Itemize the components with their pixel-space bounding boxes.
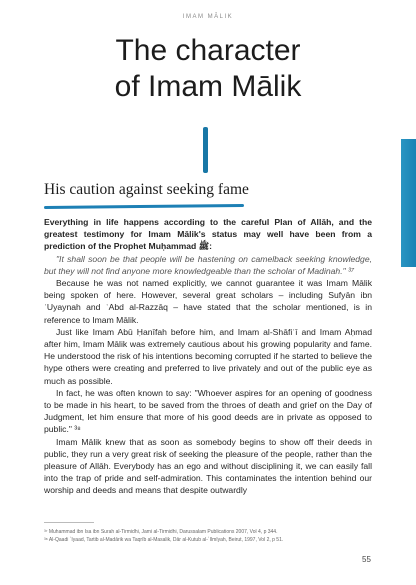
page-edge-tab-marker — [401, 139, 416, 267]
paragraph-2: Just like Imam Abū Ḥanīfah before him, and Imam al-Shāfiʿī and Imam Aḥmad after him, Imam Mālik was extremely cautious about his growing popularity and fame. He understood the risk of his intentions becoming corrupted if he started to believe the hype others were creating and preferred to live privately and out of the public eye as much as possible. — [44, 326, 372, 386]
body-text — [44, 216, 372, 497]
paragraph-4: Imam Mālik knew that as soon as somebody begins to show off their deeds in public, they run a very great risk of seeking the pleasure of the people, rather than the pleasure of Allāh. Everybody has an ego and without disciplining it, we can easily fall into the trap of pride and self-admiration. This contaminates the intention behind our worship and deeds and means that despite outwardly — [44, 436, 372, 496]
lead-paragraph: Everything in life happens according to the careful Plan of Allāh, and the greatest testimony for Imam Mālik's status may well have been from a prediction of the Prophet Muḥammad ﷺ: — [44, 217, 372, 252]
paragraph-1: Because he was not named explicitly, we cannot guarantee it was Imam Mālik being spoken of here. However, several great scholars – including Sufyān ibn ʿUyaynah and ʿAbd al-Razzāq – have stated that the scholar mentioned, is in reference to Imam Mālik. — [44, 278, 372, 325]
hadith-quote: "It shall soon be that people will be hastening on camelback seeking knowledge, but they will not find anyone more knowledgeable than the scholar of Madinah." ³⁷ — [44, 253, 372, 276]
footnotes — [44, 528, 374, 544]
chapter-title-line-1: The character — [115, 34, 301, 67]
footnote-38: ³⁸ Al-Qaadi ʿIyaad, Tartib al-Madārik wa Taqrīb al-Masalik, Dār al-Kutub al-ʿIlmīyah, Beirut, 1997, Vol 2, p 51. — [44, 537, 284, 543]
footnote-divider — [44, 522, 94, 523]
paragraph-3: In fact, he was often known to say: "Whoever aspires for an opening of goodness to be made in his heart, to be saved from the throes of death and grief on the Day of Judgment, let him ensure that more of his good deeds are in private as opposed to public." ³⁸ — [44, 387, 372, 435]
section-heading: His caution against seeking fame — [44, 181, 249, 198]
running-head: IMAM MĀLIK — [182, 14, 234, 20]
chapter-title — [0, 33, 416, 105]
chapter-title-line-2: of Imam Mālik — [114, 70, 302, 103]
section-heading-underline — [44, 204, 244, 209]
decorative-brush-stroke — [203, 127, 208, 173]
footnote-37: ³⁷ Muhammad ibn Isa ibn Surah al-Tirmidhi, Jami al-Tirmidhi, Darussalam Publications 2007, Vol 4, p 344. — [44, 529, 278, 535]
page-number: 55 — [362, 555, 371, 564]
